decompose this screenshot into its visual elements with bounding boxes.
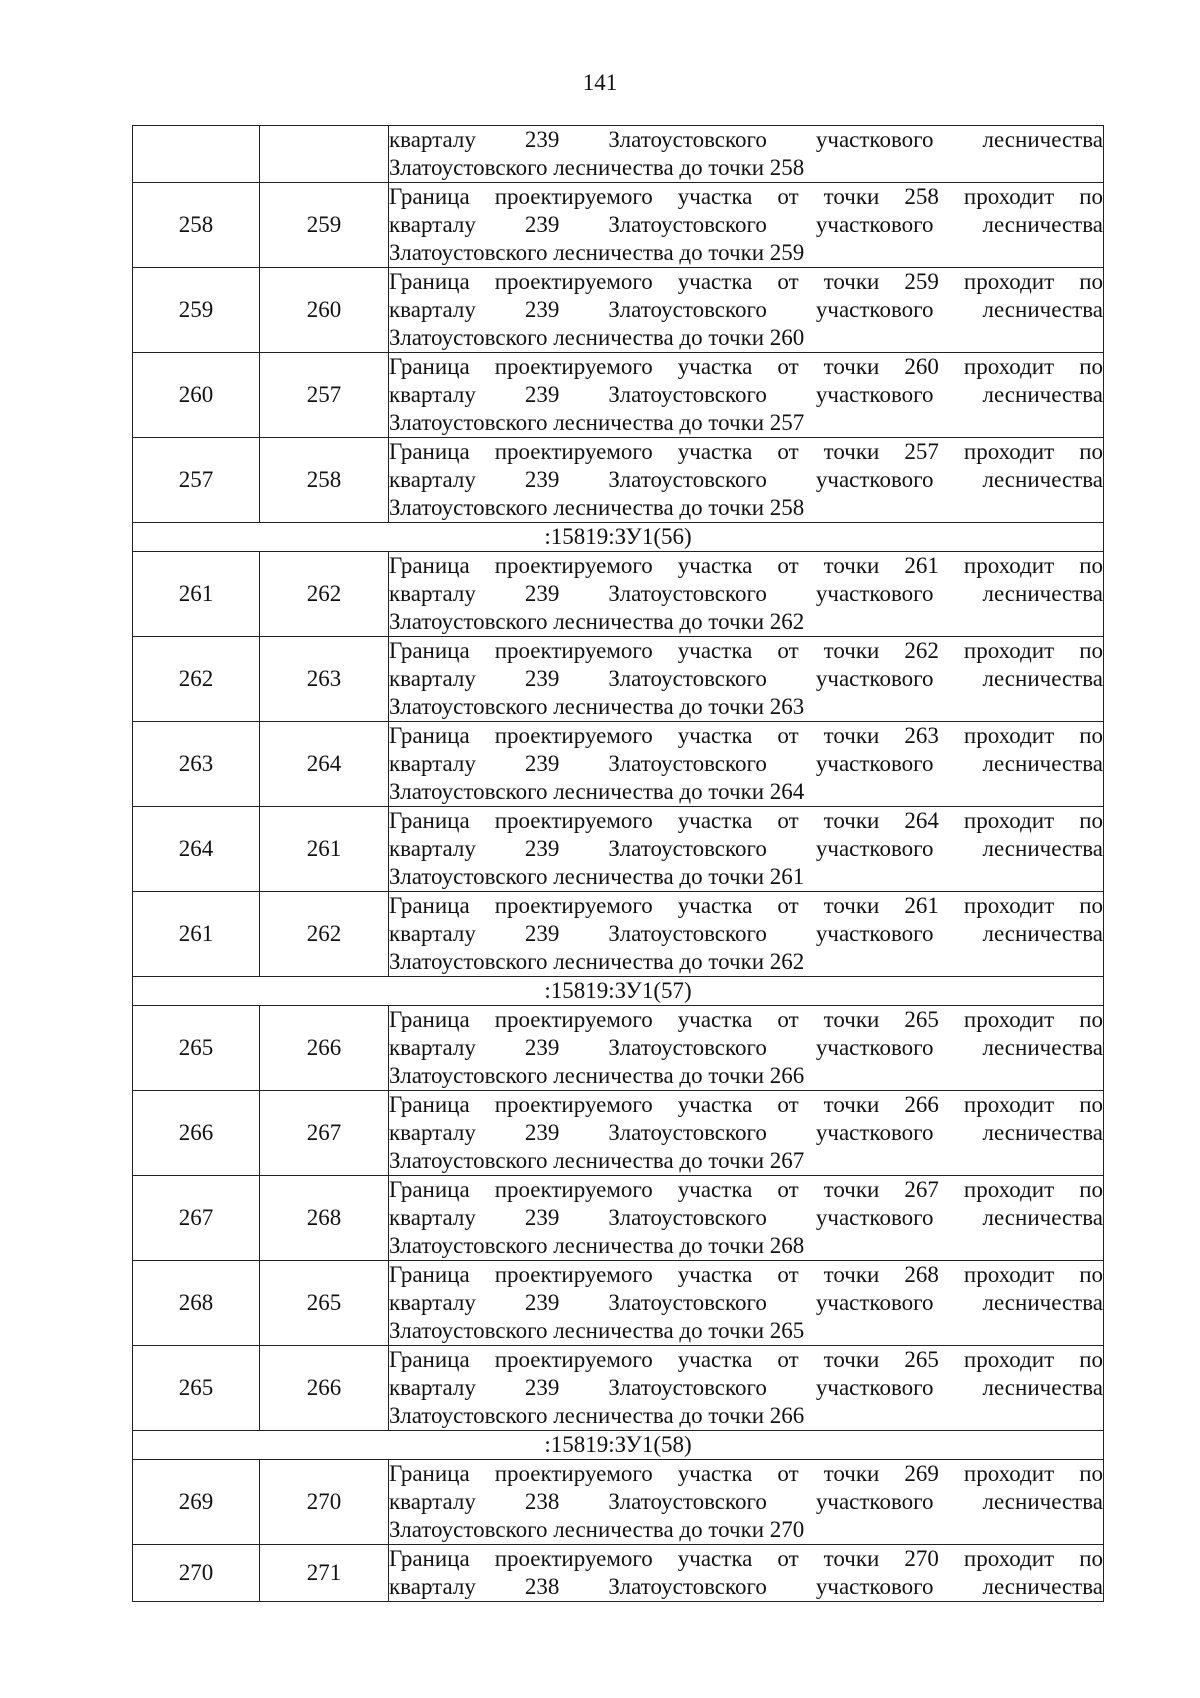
description-line: Граница проектируемого участка от точки 261 проходит по: [389, 553, 1103, 578]
section-header: :15819:ЗУ1(56): [133, 523, 1104, 552]
description-line: Граница проектируемого участка от точки 267 проходит по: [389, 1177, 1103, 1202]
cell-description: [389, 1091, 1104, 1176]
cell-from-point: 260: [133, 353, 260, 438]
cell-to-point: 271: [260, 1545, 389, 1602]
description-line: Граница проектируемого участка от точки 270 проходит по: [389, 1546, 1103, 1571]
description-line: кварталу 239 Златоустовского участкового лесничества: [389, 666, 1103, 691]
table-row: [133, 637, 1104, 722]
cell-to-point: 257: [260, 353, 389, 438]
description-line: кварталу 239 Златоустовского участкового лесничества: [389, 1035, 1103, 1060]
cell-from-point: 261: [133, 892, 260, 977]
description-line: кварталу 239 Златоустовского участкового лесничества: [389, 127, 1103, 152]
cell-to-point: 263: [260, 637, 389, 722]
cell-to-point: 267: [260, 1091, 389, 1176]
cell-from-point: 269: [133, 1460, 260, 1545]
section-header-row: [133, 523, 1104, 552]
description-line: Златоустовского лесничества до точки 267: [389, 1148, 805, 1173]
cell-from-point: 265: [133, 1006, 260, 1091]
description-line: Граница проектируемого участка от точки 259 проходит по: [389, 269, 1103, 294]
description-line: Златоустовского лесничества до точки 257: [389, 410, 805, 435]
cell-from-point: 262: [133, 637, 260, 722]
description-line: Златоустовского лесничества до точки 262: [389, 609, 805, 634]
table-row: [133, 438, 1104, 523]
description-line: Златоустовского лесничества до точки 260: [389, 325, 805, 350]
cell-description: [389, 892, 1104, 977]
table-row: [133, 722, 1104, 807]
page-number: 141: [582, 70, 618, 95]
cell-from-point: [133, 126, 260, 183]
cell-description: [389, 353, 1104, 438]
description-line: кварталу 239 Златоустовского участкового лесничества: [389, 921, 1103, 946]
cell-from-point: 265: [133, 1346, 260, 1431]
cell-from-point: 263: [133, 722, 260, 807]
cell-description: [389, 183, 1104, 268]
cell-to-point: 264: [260, 722, 389, 807]
description-line: Граница проектируемого участка от точки 265 проходит по: [389, 1347, 1103, 1372]
cell-from-point: 266: [133, 1091, 260, 1176]
section-header-row: [133, 977, 1104, 1006]
table-row: [133, 1346, 1104, 1431]
description-line: Златоустовского лесничества до точки 266: [389, 1403, 805, 1428]
description-line: Златоустовского лесничества до точки 268: [389, 1233, 805, 1258]
table-row: [133, 552, 1104, 637]
cell-to-point: [260, 126, 389, 183]
description-line: Граница проектируемого участка от точки 262 проходит по: [389, 638, 1103, 663]
cell-to-point: 262: [260, 892, 389, 977]
description-line: кварталу 239 Златоустовского участкового лесничества: [389, 1120, 1103, 1145]
description-line: кварталу 239 Златоустовского участкового лесничества: [389, 297, 1103, 322]
description-line: кварталу 239 Златоустовского участкового лесничества: [389, 212, 1103, 237]
table-body: [133, 126, 1104, 1602]
description-line: кварталу 238 Златоустовского участкового лесничества: [389, 1489, 1103, 1514]
description-line: кварталу 239 Златоустовского участкового лесничества: [389, 1375, 1103, 1400]
description-line: Златоустовского лесничества до точки 262: [389, 949, 805, 974]
cell-description: [389, 1545, 1104, 1602]
description-line: кварталу 239 Златоустовского участкового лесничества: [389, 751, 1103, 776]
cell-from-point: 264: [133, 807, 260, 892]
description-line: кварталу 239 Златоустовского участкового лесничества: [389, 836, 1103, 861]
table-row: [133, 1261, 1104, 1346]
section-header-row: [133, 1431, 1104, 1460]
table-row: [133, 268, 1104, 353]
description-line: Златоустовского лесничества до точки 258: [389, 155, 805, 180]
description-line: кварталу 239 Златоустовского участкового лесничества: [389, 382, 1103, 407]
boundary-table: [132, 125, 1104, 1602]
description-line: Граница проектируемого участка от точки 257 проходит по: [389, 439, 1103, 464]
cell-from-point: 257: [133, 438, 260, 523]
description-line: Златоустовского лесничества до точки 259: [389, 240, 805, 265]
description-line: Златоустовского лесничества до точки 258: [389, 495, 805, 520]
table-row-continuation: [133, 126, 1104, 183]
table-row: [133, 1006, 1104, 1091]
description-line: Граница проектируемого участка от точки 258 проходит по: [389, 184, 1103, 209]
cell-to-point: 261: [260, 807, 389, 892]
table-row: [133, 892, 1104, 977]
description-line: Граница проектируемого участка от точки 266 проходит по: [389, 1092, 1103, 1117]
description-line: кварталу 239 Златоустовского участкового лесничества: [389, 467, 1103, 492]
cell-to-point: 265: [260, 1261, 389, 1346]
section-header: :15819:ЗУ1(58): [133, 1431, 1104, 1460]
cell-description: [389, 807, 1104, 892]
description-line: Златоустовского лесничества до точки 266: [389, 1063, 805, 1088]
description-line: Граница проектируемого участка от точки 264 проходит по: [389, 808, 1103, 833]
cell-from-point: 259: [133, 268, 260, 353]
description-line: Златоустовского лесничества до точки 261: [389, 864, 805, 889]
description-line: кварталу 238 Златоустовского участкового лесничества: [389, 1574, 1103, 1599]
cell-description: [389, 268, 1104, 353]
cell-description: [389, 722, 1104, 807]
description-line: Граница проектируемого участка от точки 263 проходит по: [389, 723, 1103, 748]
cell-to-point: 258: [260, 438, 389, 523]
cell-to-point: 259: [260, 183, 389, 268]
table-row: [133, 807, 1104, 892]
section-header: :15819:ЗУ1(57): [133, 977, 1104, 1006]
cell-from-point: 261: [133, 552, 260, 637]
description-line: кварталу 239 Златоустовского участкового лесничества: [389, 581, 1103, 606]
table-row: [133, 353, 1104, 438]
cell-to-point: 260: [260, 268, 389, 353]
description-line: Граница проектируемого участка от точки 260 проходит по: [389, 354, 1103, 379]
cell-to-point: 266: [260, 1006, 389, 1091]
description-line: Златоустовского лесничества до точки 264: [389, 779, 805, 804]
cell-description: [389, 126, 1104, 183]
cell-description: [389, 1346, 1104, 1431]
description-line: Златоустовского лесничества до точки 263: [389, 694, 805, 719]
cell-from-point: 268: [133, 1261, 260, 1346]
description-line: Златоустовского лесничества до точки 270: [389, 1517, 805, 1542]
cell-description: [389, 1006, 1104, 1091]
cell-to-point: 266: [260, 1346, 389, 1431]
description-line: Граница проектируемого участка от точки 269 проходит по: [389, 1461, 1103, 1486]
cell-description: [389, 552, 1104, 637]
cell-to-point: 262: [260, 552, 389, 637]
table-row: [133, 1091, 1104, 1176]
cell-description: [389, 1460, 1104, 1545]
cell-from-point: 258: [133, 183, 260, 268]
cell-from-point: 270: [133, 1545, 260, 1602]
description-line: кварталу 239 Златоустовского участкового лесничества: [389, 1290, 1103, 1315]
table-row: [133, 1460, 1104, 1545]
table-row: [133, 183, 1104, 268]
table-row: [133, 1176, 1104, 1261]
description-line: Граница проектируемого участка от точки 268 проходит по: [389, 1262, 1103, 1287]
cell-from-point: 267: [133, 1176, 260, 1261]
cell-description: [389, 637, 1104, 722]
description-line: Граница проектируемого участка от точки 265 проходит по: [389, 1007, 1103, 1032]
description-line: Граница проектируемого участка от точки 261 проходит по: [389, 893, 1103, 918]
cell-description: [389, 438, 1104, 523]
cell-to-point: 268: [260, 1176, 389, 1261]
cell-description: [389, 1176, 1104, 1261]
description-line: кварталу 239 Златоустовского участкового лесничества: [389, 1205, 1103, 1230]
description-line: Златоустовского лесничества до точки 265: [389, 1318, 805, 1343]
table-row: [133, 1545, 1104, 1602]
cell-description: [389, 1261, 1104, 1346]
cell-to-point: 270: [260, 1460, 389, 1545]
